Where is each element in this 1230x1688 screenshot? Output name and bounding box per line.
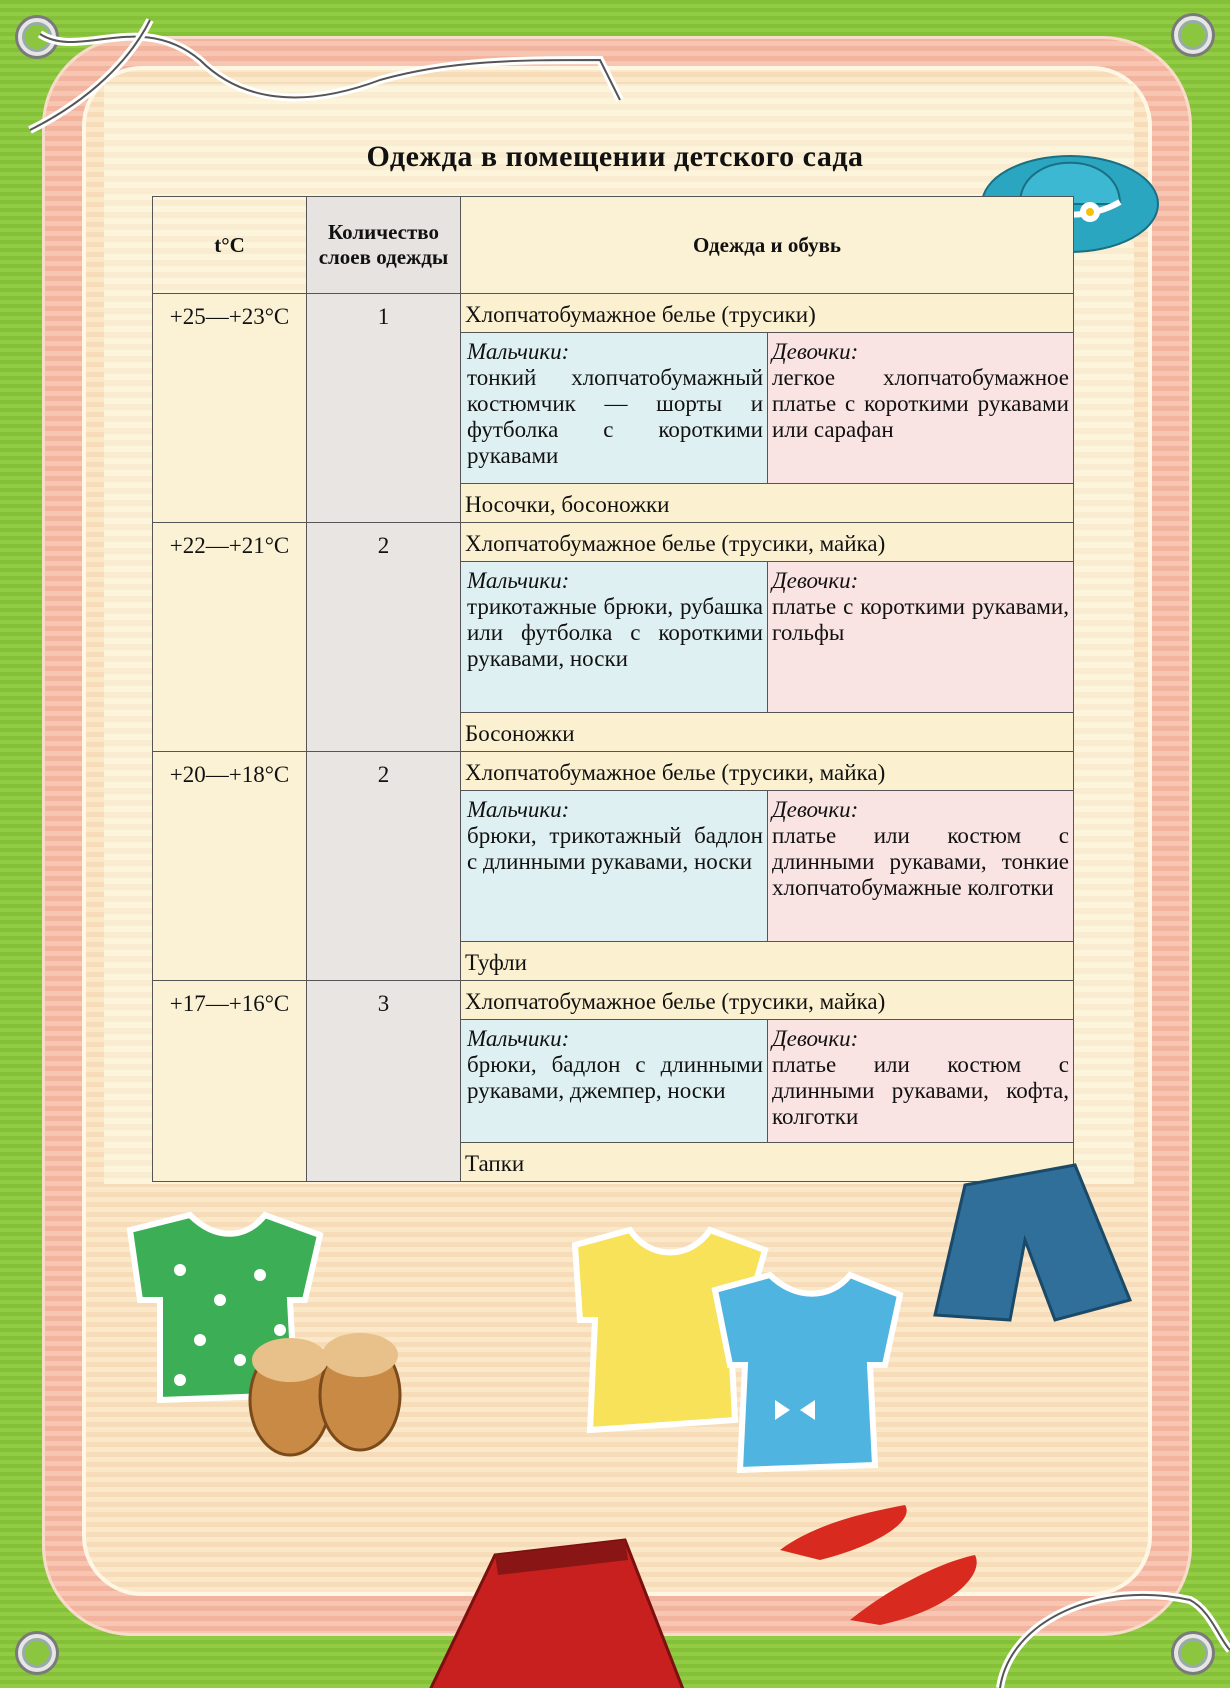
boys-label: Мальчики:: [467, 339, 570, 364]
boys-text: трикотажные брюки, рубашка или футболка с короткими рукавами, носки: [467, 594, 763, 671]
header-temp: t°C: [153, 197, 307, 294]
underwear-cell: Хлопчатобумажное белье (трусики): [461, 294, 1074, 333]
girls-cell: [768, 1020, 1074, 1143]
clothing-table: [152, 196, 1074, 1182]
table-row: [153, 752, 1074, 791]
girls-label: Девочки:: [772, 339, 859, 364]
girls-cell: [768, 562, 1074, 713]
girls-text: платье с короткими рукавами, гольфы: [772, 594, 1069, 645]
layers-cell: 1: [307, 294, 461, 523]
girls-cell: [768, 333, 1074, 484]
temp-cell: +20—+18°C: [153, 752, 307, 981]
girls-cell: [768, 791, 1074, 942]
boys-cell: [461, 1020, 768, 1143]
shoes-cell: Туфли: [461, 942, 1074, 981]
underwear-cell: Хлопчатобумажное белье (трусики, майка): [461, 523, 1074, 562]
boys-label: Мальчики:: [467, 797, 570, 822]
shoes-cell: Тапки: [461, 1143, 1074, 1182]
table-header-row: [153, 197, 1074, 294]
table-row: [153, 981, 1074, 1020]
girls-text: платье или костюм с длинными рукавами, кофта, колготки: [772, 1052, 1069, 1129]
temp-cell: +22—+21°C: [153, 523, 307, 752]
underwear-cell: Хлопчатобумажное белье (трусики, майка): [461, 752, 1074, 791]
shoes-cell: Носочки, босоножки: [461, 484, 1074, 523]
girls-label: Девочки:: [772, 568, 859, 593]
page-title: Одежда в помещении детского сада: [366, 140, 864, 173]
layers-cell: 2: [307, 752, 461, 981]
table-row: [153, 294, 1074, 333]
underwear-cell: Хлопчатобумажное белье (трусики, майка): [461, 981, 1074, 1020]
shoes-cell: Босоножки: [461, 713, 1074, 752]
temp-cell: +17—+16°C: [153, 981, 307, 1182]
header-clothes: Одежда и обувь: [461, 197, 1074, 294]
girls-text: легкое хлопчатобумажное платье с короткими рукавами или сарафан: [772, 365, 1069, 442]
girls-label: Девочки:: [772, 797, 859, 822]
layers-cell: 3: [307, 981, 461, 1182]
boys-text: брюки, трикотажный бадлон с длинными рукавами, носки: [467, 823, 763, 874]
girls-label: Девочки:: [772, 1026, 859, 1051]
boys-label: Мальчики:: [467, 568, 570, 593]
boys-cell: [461, 333, 768, 484]
header-layers: Количество слоев одежды: [307, 197, 461, 294]
layers-cell: 2: [307, 523, 461, 752]
boys-cell: [461, 562, 768, 713]
boys-text: брюки, бадлон с длинными рукавами, джемпер, носки: [467, 1052, 763, 1103]
temp-cell: +25—+23°C: [153, 294, 307, 523]
boys-label: Мальчики:: [467, 1026, 570, 1051]
boys-text: тонкий хлопчатобумажный костюмчик — шорты и футболка с короткими рукавами: [467, 365, 763, 468]
girls-text: платье или костюм с длинными рукавами, тонкие хлопчатобумажные колготки: [772, 823, 1069, 900]
boys-cell: [461, 791, 768, 942]
table-row: [153, 523, 1074, 562]
